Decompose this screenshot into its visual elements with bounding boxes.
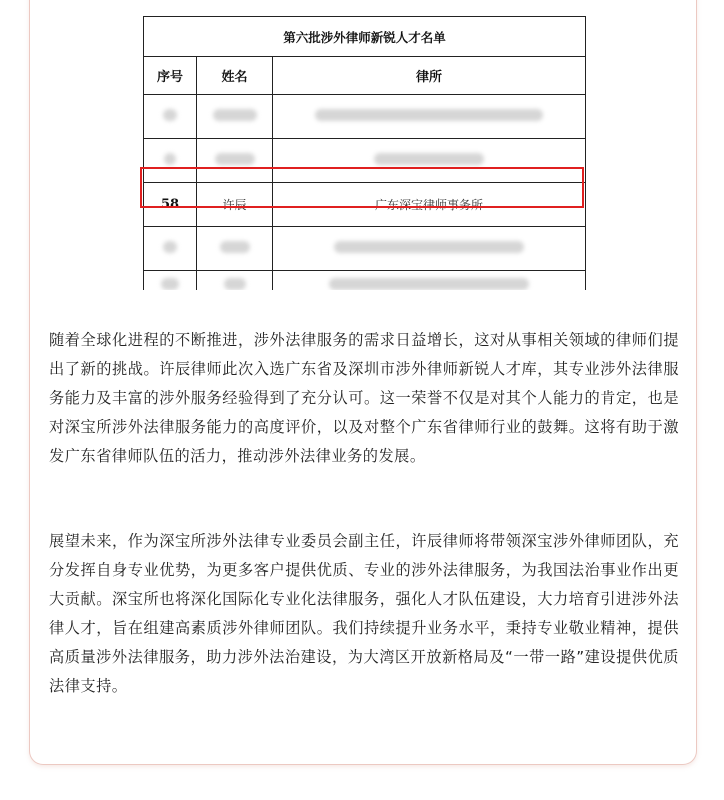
row-firm: 广东深宝律师事务所 <box>273 183 586 227</box>
blurred-cell <box>163 109 177 121</box>
blurred-cell <box>224 278 246 290</box>
blurred-cell <box>220 241 250 253</box>
article-paragraph-2: 展望未来，作为深宝所涉外法律专业委员会副主任，许辰律师将带领深宝涉外律师团队，充分发挥自身专业优势，为更多客户提供优质、专业的涉外法律服务，为我国法治事业作出更大贡献。深宝所也将深化国际化专业化法律服务，强化人才队伍建设，大力培育引进涉外法律人才，旨在组建高素质涉外律师团队。我们持续提升业务水平，秉持专业敬业精神，提供高质量涉外法律服务，助力涉外法治建设，为大湾区开放新格局及“一带一路”建设提供优质法律支持。 <box>49 532 679 695</box>
table-title: 第六批涉外律师新锐人才名单 <box>144 17 586 57</box>
lawyer-list-table <box>143 16 586 290</box>
header-firm: 律所 <box>273 57 586 95</box>
header-name: 姓名 <box>197 57 273 95</box>
blurred-cell <box>161 278 179 290</box>
row-name: 许辰 <box>197 183 273 227</box>
blurred-cell <box>163 241 177 253</box>
blurred-cell <box>374 153 484 165</box>
table-row <box>144 95 586 139</box>
table-row-highlighted <box>144 183 586 227</box>
lawyer-list-table-image <box>140 16 588 290</box>
row-number: 58 <box>144 183 197 227</box>
table-row <box>144 227 586 271</box>
blurred-cell <box>329 278 529 290</box>
blurred-cell <box>213 109 257 121</box>
article-paragraph-1: 随着全球化进程的不断推进，涉外法律服务的需求日益增长，这对从事相关领域的律师们提出了新的挑战。许辰律师此次入选广东省及深圳市涉外律师新锐人才库，其专业涉外法律服务能力及丰富的涉外服务经验得到了充分认可。这一荣誉不仅是对其个人能力的肯定，也是对深宝所涉外法律服务能力的高度评价，以及对整个广东省律师行业的鼓舞。这将有助于激发广东省律师队伍的活力，推动涉外法律业务的发展。 <box>49 331 679 465</box>
blurred-cell <box>164 153 176 165</box>
header-number: 序号 <box>144 57 197 95</box>
table-row <box>144 271 586 291</box>
blurred-cell <box>334 241 524 253</box>
table-row <box>144 139 586 183</box>
blurred-cell <box>315 109 543 121</box>
blurred-cell <box>215 153 255 165</box>
